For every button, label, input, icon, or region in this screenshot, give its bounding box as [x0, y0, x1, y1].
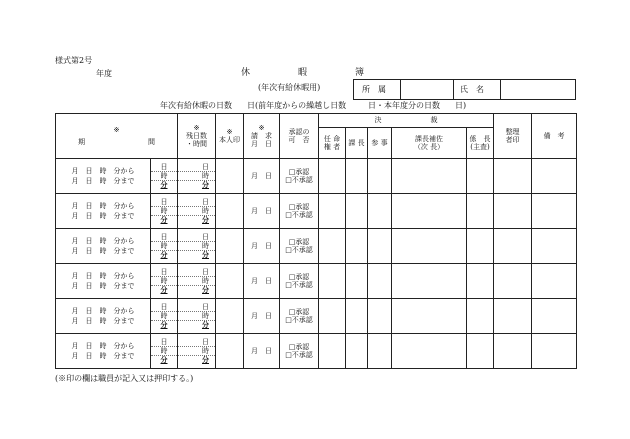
- reject-checkbox[interactable]: □不承認: [285, 281, 313, 289]
- organizer-seal-cell[interactable]: [494, 229, 532, 264]
- remaining-cell: 日 時 分: [178, 194, 216, 229]
- request-date-cell: 月 日: [244, 264, 280, 299]
- days-line-end: 日): [455, 101, 467, 110]
- form-title-2: 暇: [298, 68, 308, 78]
- deputy-chief-cell[interactable]: [392, 264, 467, 299]
- counselor-cell[interactable]: [368, 264, 392, 299]
- section-chief-header: 課 長: [346, 128, 368, 159]
- subsection-chief-header: 係 長 (主査): [467, 128, 494, 159]
- period-cell: 月 日 時 分から 月 日 時 分まで: [56, 334, 151, 369]
- section-chief-cell[interactable]: [346, 229, 368, 264]
- form-number: 様式第2号: [55, 56, 93, 65]
- organizer-seal-cell[interactable]: [494, 159, 532, 194]
- seal-cell[interactable]: [216, 299, 244, 334]
- section-chief-cell[interactable]: [346, 159, 368, 194]
- approval-header: 承認の 可 否: [280, 114, 319, 159]
- fiscal-year-label: 年度: [96, 69, 112, 78]
- approval-cell: [280, 194, 319, 229]
- period-unit-cell: 日 時 分: [151, 194, 178, 229]
- request-header: ※ 請 求 月 日: [244, 114, 280, 159]
- request-date-cell: 月 日: [244, 299, 280, 334]
- reject-checkbox[interactable]: □不承認: [285, 351, 313, 359]
- subsection-chief-cell[interactable]: [467, 264, 494, 299]
- seal-header: ※ 本人印: [216, 114, 244, 159]
- leave-record-table: [55, 113, 577, 369]
- table-row: [56, 334, 577, 369]
- approval-cell: [280, 159, 319, 194]
- counselor-cell[interactable]: [368, 299, 392, 334]
- annual-leave-days-label: 年次有給休暇の日数: [160, 101, 232, 110]
- subsection-chief-cell[interactable]: [467, 159, 494, 194]
- table-row: [56, 194, 577, 229]
- appointer-header: 任 命 権 者: [319, 128, 346, 159]
- approve-checkbox[interactable]: □承認: [288, 167, 310, 176]
- section-chief-cell[interactable]: [346, 194, 368, 229]
- table-row: [56, 159, 577, 194]
- reject-checkbox[interactable]: □不承認: [285, 176, 313, 184]
- name-label: 氏 名: [460, 85, 484, 94]
- approval-cell: [280, 299, 319, 334]
- table-row: [56, 299, 577, 334]
- seal-cell[interactable]: [216, 159, 244, 194]
- footnote: (※印の欄は職員が記入又は押印する。): [55, 374, 194, 383]
- period-unit-cell: 日 時 分: [151, 264, 178, 299]
- period-cell: 月 日 時 分から 月 日 時 分まで: [56, 194, 151, 229]
- period-unit-cell: 日 時 分: [151, 334, 178, 369]
- approve-checkbox[interactable]: □承認: [288, 342, 310, 351]
- remarks-cell[interactable]: [532, 159, 577, 194]
- request-date-cell: 月 日: [244, 194, 280, 229]
- deputy-chief-cell[interactable]: [392, 299, 467, 334]
- appointer-cell[interactable]: [319, 299, 346, 334]
- remaining-cell: 日 時 分: [178, 334, 216, 369]
- seal-cell[interactable]: [216, 194, 244, 229]
- section-chief-cell[interactable]: [346, 264, 368, 299]
- carryover-days-label: 日(前年度からの繰越し日数: [247, 101, 347, 110]
- counselor-cell[interactable]: [368, 229, 392, 264]
- decision-header: 決 裁: [319, 114, 494, 128]
- appointer-cell[interactable]: [319, 229, 346, 264]
- seal-cell[interactable]: [216, 264, 244, 299]
- request-date-cell: 月 日: [244, 229, 280, 264]
- affiliation-label: 所 属: [362, 85, 386, 94]
- table-row: [56, 229, 577, 264]
- period-cell: 月 日 時 分から 月 日 時 分まで: [56, 159, 151, 194]
- form-title-1: 休: [241, 68, 251, 78]
- remarks-cell[interactable]: [532, 264, 577, 299]
- subsection-chief-cell[interactable]: [467, 194, 494, 229]
- request-date-cell: 月 日: [244, 159, 280, 194]
- counselor-cell[interactable]: [368, 194, 392, 229]
- period-unit-cell: 日 時 分: [151, 299, 178, 334]
- seal-cell[interactable]: [216, 229, 244, 264]
- counselor-cell[interactable]: [368, 334, 392, 369]
- subsection-chief-cell[interactable]: [467, 229, 494, 264]
- period-unit-cell: 日 時 分: [151, 159, 178, 194]
- form-title-3: 簿: [355, 68, 365, 78]
- approval-cell: [280, 334, 319, 369]
- period-unit-cell: 日 時 分: [151, 229, 178, 264]
- reject-checkbox[interactable]: □不承認: [285, 316, 313, 324]
- organizer-seal-cell[interactable]: [494, 299, 532, 334]
- deputy-chief-cell[interactable]: [392, 194, 467, 229]
- approval-cell: [280, 229, 319, 264]
- approve-checkbox[interactable]: □承認: [288, 237, 310, 246]
- remaining-header: ※ 残日数 ・時間: [178, 114, 216, 159]
- current-days-label: 日・本年度分の日数: [368, 101, 440, 110]
- subsection-chief-cell[interactable]: [467, 334, 494, 369]
- counselor-cell[interactable]: [368, 159, 392, 194]
- period-header: ※ 期 間: [56, 114, 178, 159]
- remaining-cell: 日 時 分: [178, 159, 216, 194]
- request-date-cell: 月 日: [244, 334, 280, 369]
- remaining-cell: 日 時 分: [178, 229, 216, 264]
- approve-checkbox[interactable]: □承認: [288, 272, 310, 281]
- organizer-seal-cell[interactable]: [494, 334, 532, 369]
- reject-checkbox[interactable]: □不承認: [285, 211, 313, 219]
- remarks-cell[interactable]: [532, 299, 577, 334]
- table-row: [56, 264, 577, 299]
- period-cell: 月 日 時 分から 月 日 時 分まで: [56, 299, 151, 334]
- approval-cell: [280, 264, 319, 299]
- period-cell: 月 日 時 分から 月 日 時 分まで: [56, 229, 151, 264]
- organizer-seal-cell[interactable]: [494, 194, 532, 229]
- section-chief-cell[interactable]: [346, 334, 368, 369]
- approve-checkbox[interactable]: □承認: [288, 202, 310, 211]
- appointer-cell[interactable]: [319, 194, 346, 229]
- remaining-cell: 日 時 分: [178, 264, 216, 299]
- remarks-cell[interactable]: [532, 229, 577, 264]
- appointer-cell[interactable]: [319, 264, 346, 299]
- deputy-chief-header: 課長補佐 （次 長）: [392, 128, 467, 159]
- counselor-header: 参 事: [368, 128, 392, 159]
- remarks-header: 備 考: [532, 114, 577, 159]
- name-field[interactable]: [501, 80, 575, 99]
- remarks-cell[interactable]: [532, 194, 577, 229]
- period-cell: 月 日 時 分から 月 日 時 分まで: [56, 264, 151, 299]
- deputy-chief-cell[interactable]: [392, 334, 467, 369]
- approve-checkbox[interactable]: □承認: [288, 307, 310, 316]
- organizer-seal-cell[interactable]: [494, 264, 532, 299]
- form-subtitle: (年次有給休暇用): [258, 83, 321, 92]
- remarks-cell[interactable]: [532, 334, 577, 369]
- deputy-chief-cell[interactable]: [392, 229, 467, 264]
- deputy-chief-cell[interactable]: [392, 159, 467, 194]
- affiliation-field[interactable]: [401, 80, 453, 99]
- organizer-seal-header: 整理 者印: [494, 114, 532, 159]
- seal-cell[interactable]: [216, 334, 244, 369]
- appointer-cell[interactable]: [319, 334, 346, 369]
- subsection-chief-cell[interactable]: [467, 299, 494, 334]
- appointer-cell[interactable]: [319, 159, 346, 194]
- remaining-cell: 日 時 分: [178, 299, 216, 334]
- reject-checkbox[interactable]: □不承認: [285, 246, 313, 254]
- section-chief-cell[interactable]: [346, 299, 368, 334]
